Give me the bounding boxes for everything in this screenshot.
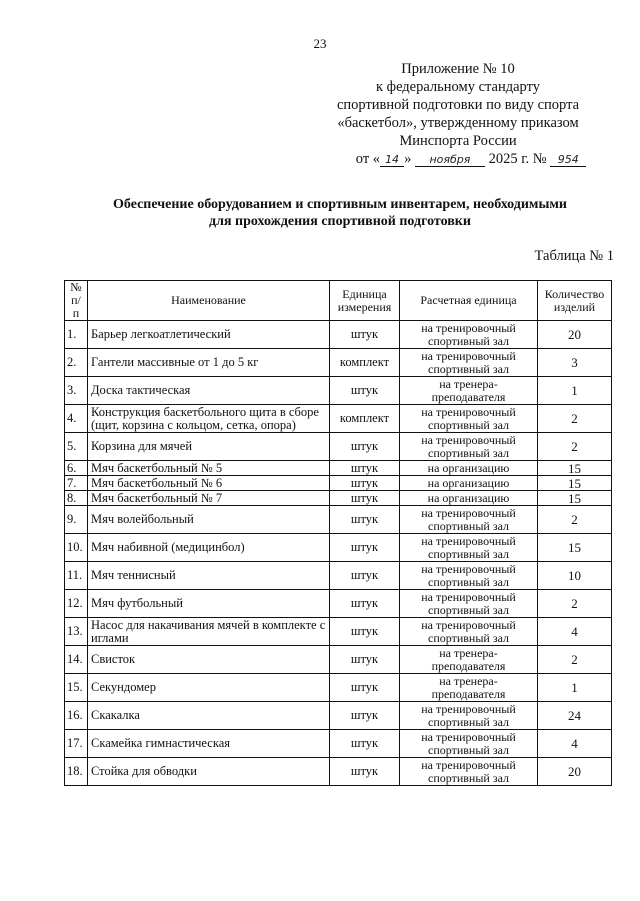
cell-qty: 20 bbox=[538, 758, 612, 786]
cell-name: Скакалка bbox=[88, 702, 330, 730]
cell-name: Мяч баскетбольный № 7 bbox=[88, 491, 330, 506]
cell-calc: на тренировочный спортивный зал bbox=[400, 321, 538, 349]
table-row bbox=[65, 758, 612, 786]
header-unit: Единица измерения bbox=[330, 281, 400, 321]
cell-unit: штук bbox=[330, 377, 400, 405]
cell-qty: 2 bbox=[538, 590, 612, 618]
table-row bbox=[65, 702, 612, 730]
cell-num: 1. bbox=[65, 321, 88, 349]
title-line-2: для прохождения спортивной подготовки bbox=[209, 214, 471, 229]
cell-unit: штук bbox=[330, 646, 400, 674]
cell-unit: штук bbox=[330, 562, 400, 590]
table-row bbox=[65, 476, 612, 491]
cell-num: 10. bbox=[65, 534, 88, 562]
cell-unit: штук bbox=[330, 321, 400, 349]
cell-unit: комплект bbox=[330, 405, 400, 433]
cell-calc: на тренировочный спортивный зал bbox=[400, 618, 538, 646]
cell-name: Мяч баскетбольный № 6 bbox=[88, 476, 330, 491]
cell-qty: 15 bbox=[538, 461, 612, 476]
cell-name: Секундомер bbox=[88, 674, 330, 702]
cell-qty: 2 bbox=[538, 506, 612, 534]
handwritten-month: ноября bbox=[415, 154, 485, 167]
cell-calc: на тренировочный спортивный зал bbox=[400, 702, 538, 730]
cell-unit: штук bbox=[330, 674, 400, 702]
cell-num: 4. bbox=[65, 405, 88, 433]
table-row bbox=[65, 321, 612, 349]
cell-num: 18. bbox=[65, 758, 88, 786]
header-num: № п/п bbox=[65, 281, 88, 321]
cell-qty: 1 bbox=[538, 377, 612, 405]
cell-calc: на тренера-преподавателя bbox=[400, 674, 538, 702]
cell-calc: на тренировочный спортивный зал bbox=[400, 405, 538, 433]
cell-qty: 1 bbox=[538, 674, 612, 702]
header-calc: Расчетная единица bbox=[400, 281, 538, 321]
cell-qty: 10 bbox=[538, 562, 612, 590]
cell-num: 17. bbox=[65, 730, 88, 758]
table-label: Таблица № 1 bbox=[534, 248, 614, 264]
table-row bbox=[65, 534, 612, 562]
cell-qty: 2 bbox=[538, 405, 612, 433]
cell-name: Гантели массивные от 1 до 5 кг bbox=[88, 349, 330, 377]
appendix-line-1: Приложение № 10 bbox=[401, 61, 515, 77]
cell-name: Корзина для мячей bbox=[88, 433, 330, 461]
cell-name: Мяч волейбольный bbox=[88, 506, 330, 534]
cell-unit: штук bbox=[330, 476, 400, 491]
cell-qty: 4 bbox=[538, 730, 612, 758]
cell-qty: 15 bbox=[538, 534, 612, 562]
cell-calc: на тренировочный спортивный зал bbox=[400, 534, 538, 562]
cell-calc: на тренировочный спортивный зал bbox=[400, 433, 538, 461]
cell-num: 8. bbox=[65, 491, 88, 506]
cell-num: 7. bbox=[65, 476, 88, 491]
date-mid: » bbox=[404, 151, 412, 167]
page-number: 23 bbox=[313, 36, 327, 51]
cell-name: Мяч набивной (медицинбол) bbox=[88, 534, 330, 562]
cell-name: Мяч теннисный bbox=[88, 562, 330, 590]
table-row bbox=[65, 377, 612, 405]
cell-name: Мяч баскетбольный № 5 bbox=[88, 461, 330, 476]
table-row bbox=[65, 646, 612, 674]
table-row bbox=[65, 674, 612, 702]
cell-num: 3. bbox=[65, 377, 88, 405]
document-title bbox=[70, 196, 610, 230]
appendix-line-5: Минспорта России bbox=[399, 133, 517, 149]
cell-calc: на тренировочный спортивный зал bbox=[400, 506, 538, 534]
appendix-line-3: спортивной подготовки по виду спорта bbox=[336, 97, 580, 113]
table-row bbox=[65, 405, 612, 433]
cell-unit: штук bbox=[330, 758, 400, 786]
table-row bbox=[65, 461, 612, 476]
cell-qty: 4 bbox=[538, 618, 612, 646]
cell-name: Конструкция баскетбольного щита в сборе (щит, корзина с кольцом, сетка, опора) bbox=[88, 405, 330, 433]
cell-qty: 15 bbox=[538, 491, 612, 506]
date-prefix: от « bbox=[355, 151, 381, 167]
appendix-header bbox=[308, 60, 608, 168]
table-row bbox=[65, 590, 612, 618]
table-body bbox=[65, 321, 612, 786]
cell-num: 12. bbox=[65, 590, 88, 618]
cell-num: 6. bbox=[65, 461, 88, 476]
cell-name: Доска тактическая bbox=[88, 377, 330, 405]
cell-num: 16. bbox=[65, 702, 88, 730]
cell-unit: штук bbox=[330, 491, 400, 506]
header-qty: Количество изделий bbox=[538, 281, 612, 321]
cell-unit: штук bbox=[330, 506, 400, 534]
cell-num: 5. bbox=[65, 433, 88, 461]
table-row bbox=[65, 506, 612, 534]
table-row bbox=[65, 618, 612, 646]
cell-calc: на тренера-преподавателя bbox=[400, 646, 538, 674]
cell-unit: комплект bbox=[330, 349, 400, 377]
cell-num: 15. bbox=[65, 674, 88, 702]
cell-unit: штук bbox=[330, 433, 400, 461]
cell-num: 13. bbox=[65, 618, 88, 646]
cell-qty: 24 bbox=[538, 702, 612, 730]
cell-qty: 2 bbox=[538, 433, 612, 461]
cell-qty: 3 bbox=[538, 349, 612, 377]
table-row bbox=[65, 349, 612, 377]
cell-name: Стойка для обводки bbox=[88, 758, 330, 786]
cell-num: 9. bbox=[65, 506, 88, 534]
cell-calc: на организацию bbox=[400, 491, 538, 506]
cell-calc: на тренировочный спортивный зал bbox=[400, 590, 538, 618]
cell-unit: штук bbox=[330, 461, 400, 476]
cell-qty: 20 bbox=[538, 321, 612, 349]
cell-name: Свисток bbox=[88, 646, 330, 674]
cell-qty: 15 bbox=[538, 476, 612, 491]
table-row bbox=[65, 562, 612, 590]
table-row bbox=[65, 491, 612, 506]
cell-name: Насос для накачивания мячей в комплекте с иглами bbox=[88, 618, 330, 646]
cell-unit: штук bbox=[330, 534, 400, 562]
header-name: Наименование bbox=[88, 281, 330, 321]
cell-calc: на организацию bbox=[400, 476, 538, 491]
cell-calc: на тренировочный спортивный зал bbox=[400, 562, 538, 590]
cell-calc: на тренировочный спортивный зал bbox=[400, 758, 538, 786]
equipment-table bbox=[64, 280, 612, 786]
table-row bbox=[65, 433, 612, 461]
appendix-line-4: «баскетбол», утвержденному приказом bbox=[337, 115, 579, 131]
cell-calc: на тренировочный спортивный зал bbox=[400, 730, 538, 758]
order-date-line bbox=[308, 150, 608, 168]
cell-num: 11. bbox=[65, 562, 88, 590]
cell-qty: 2 bbox=[538, 646, 612, 674]
cell-unit: штук bbox=[330, 590, 400, 618]
title-line-1: Обеспечение оборудованием и спортивным инвентарем, необходимыми bbox=[113, 197, 567, 212]
date-year-text: 2025 г. № bbox=[488, 151, 547, 167]
cell-calc: на тренера-преподавателя bbox=[400, 377, 538, 405]
table-row bbox=[65, 730, 612, 758]
handwritten-day: 14 bbox=[380, 154, 404, 167]
table-header-row bbox=[65, 281, 612, 321]
cell-name: Барьер легкоатлетический bbox=[88, 321, 330, 349]
cell-name: Мяч футбольный bbox=[88, 590, 330, 618]
cell-unit: штук bbox=[330, 730, 400, 758]
appendix-line-2: к федеральному стандарту bbox=[376, 79, 540, 95]
cell-num: 14. bbox=[65, 646, 88, 674]
cell-unit: штук bbox=[330, 702, 400, 730]
handwritten-order-number: 954 bbox=[550, 154, 586, 167]
cell-num: 2. bbox=[65, 349, 88, 377]
cell-unit: штук bbox=[330, 618, 400, 646]
cell-calc: на организацию bbox=[400, 461, 538, 476]
cell-name: Скамейка гимнастическая bbox=[88, 730, 330, 758]
cell-calc: на тренировочный спортивный зал bbox=[400, 349, 538, 377]
